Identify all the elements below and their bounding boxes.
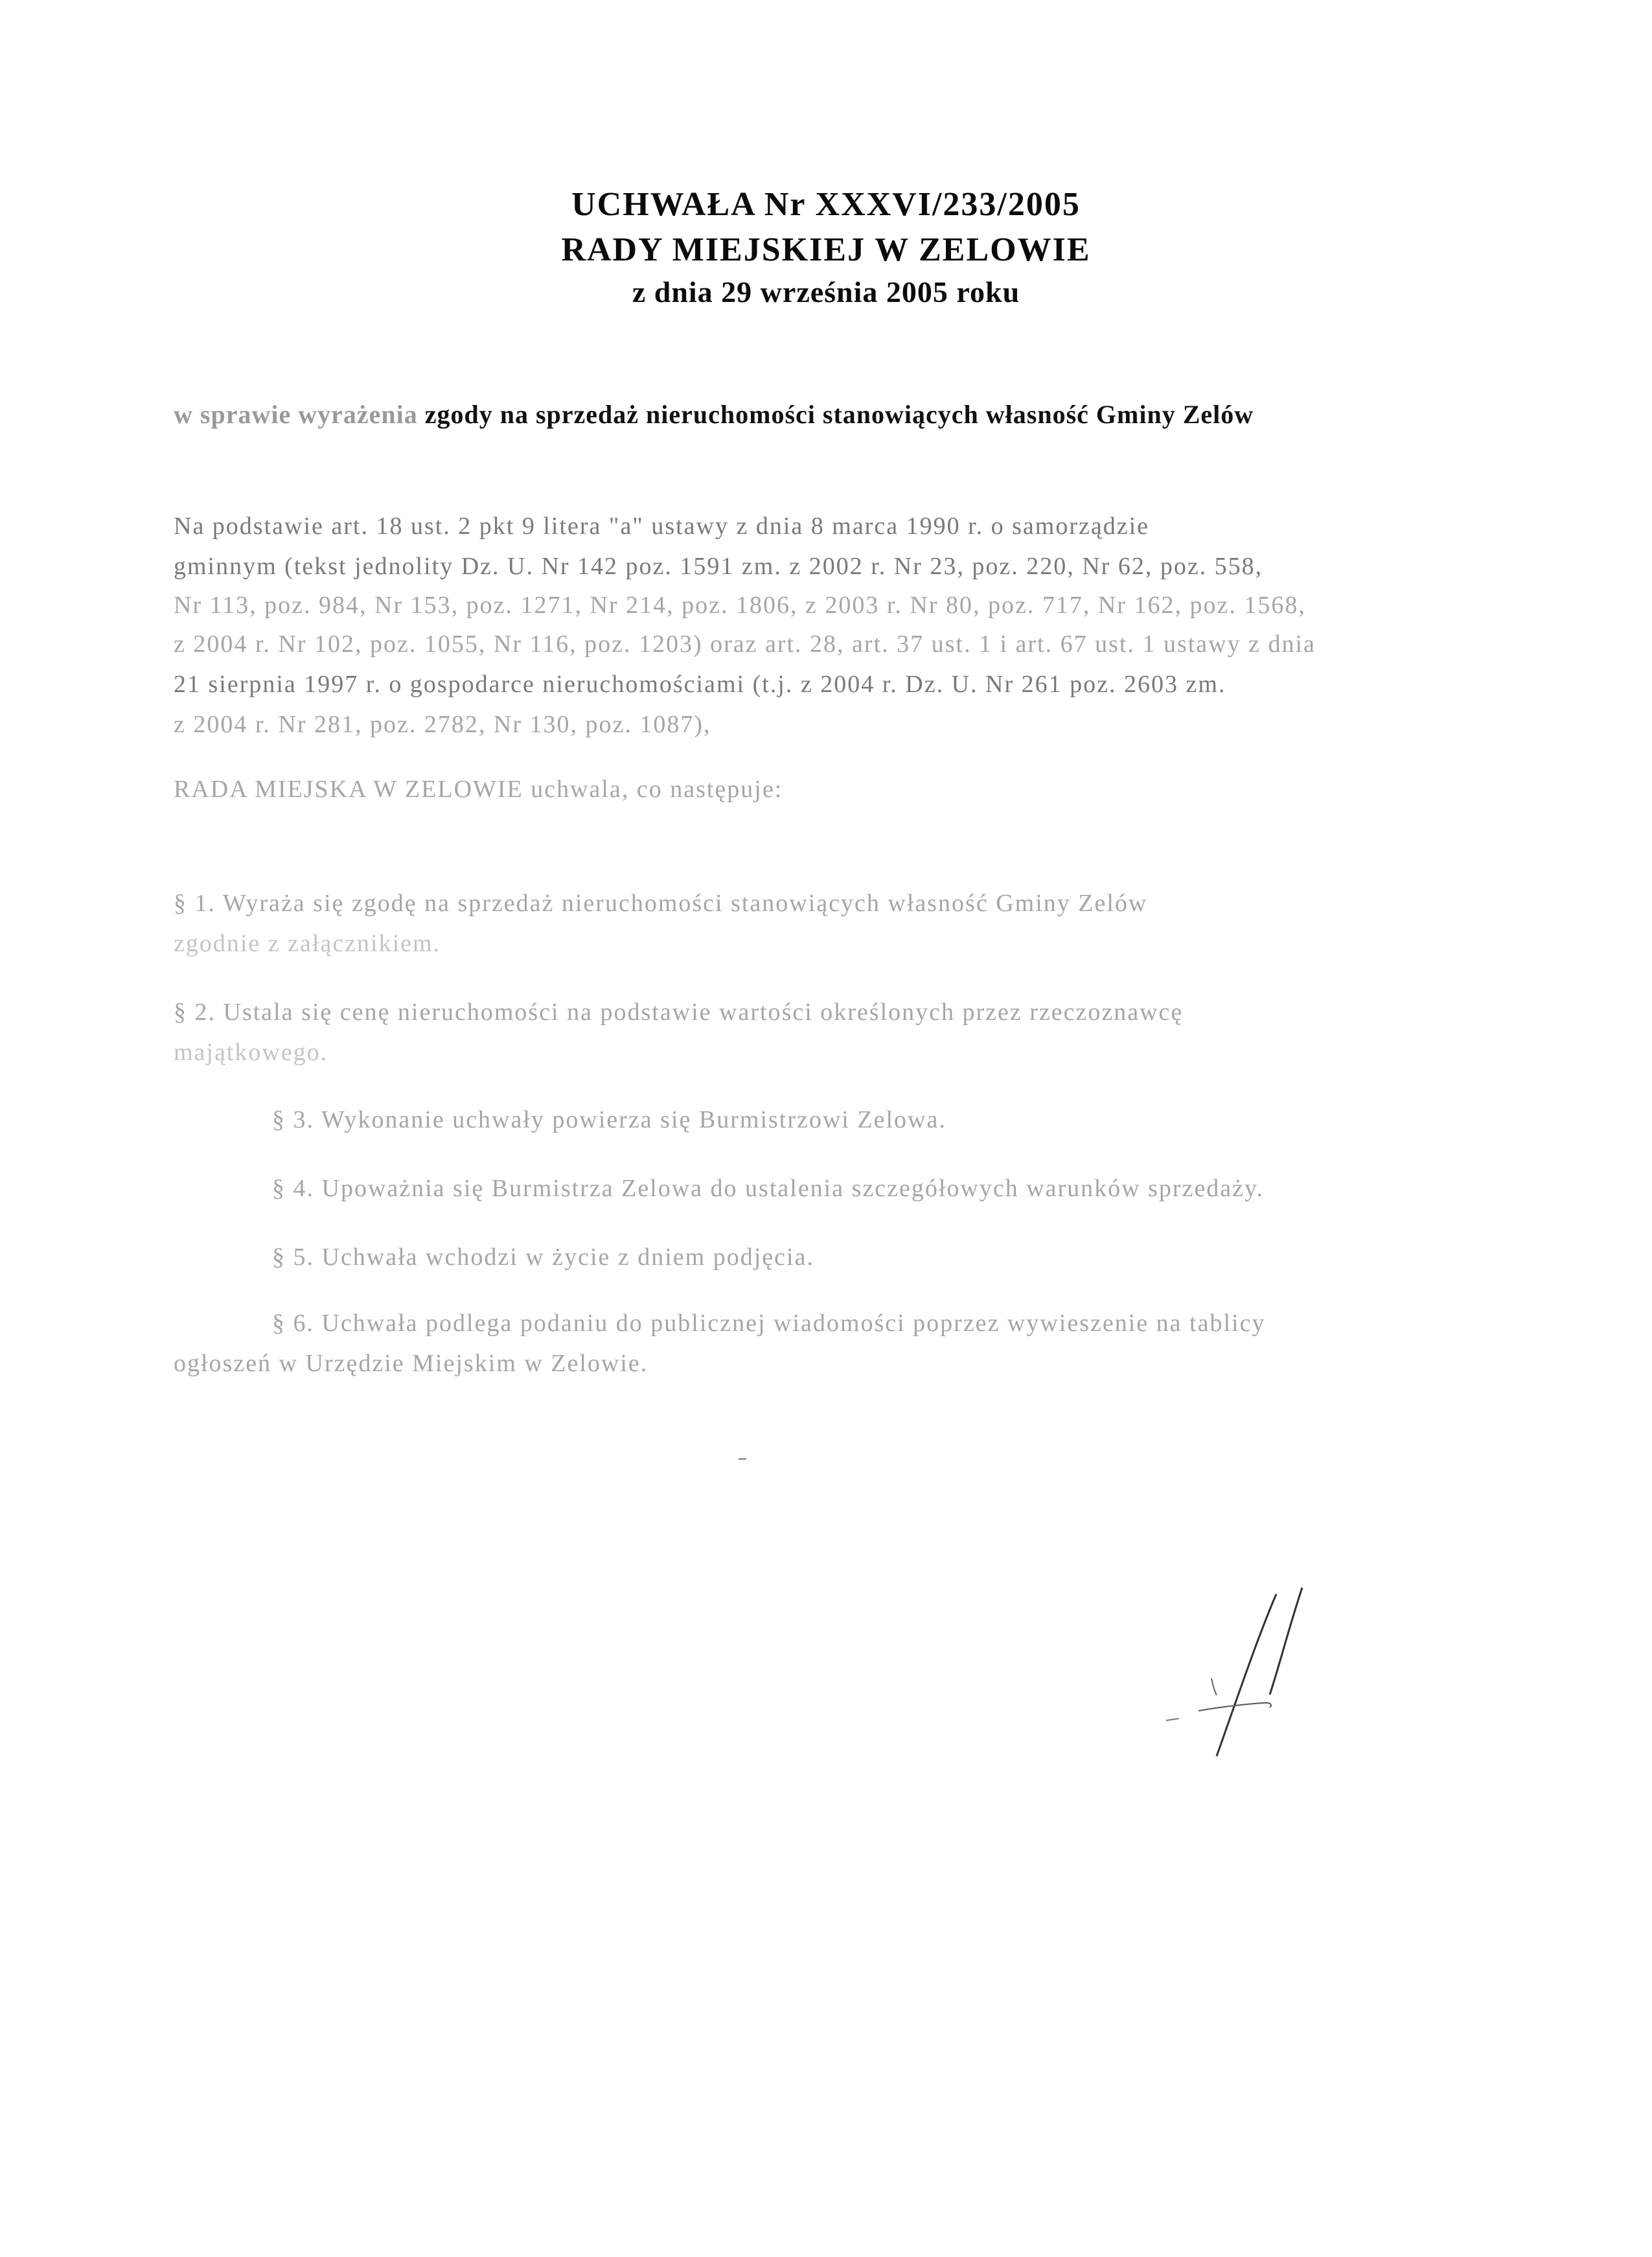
body-line: majątkowego. xyxy=(174,1039,328,1066)
resolution-date: z dnia 29 września 2005 roku xyxy=(632,275,1020,308)
body-line: zgodnie z załącznikiem. xyxy=(174,930,441,957)
subject-prefix: w sprawie wyrażenia xyxy=(174,400,425,429)
body-line: gminnym (tekst jednolity Dz. U. Nr 142 poz. 1591 zm. z 2002 r. Nr 23, poz. 220, Nr 62, poz. 558, xyxy=(174,553,1263,580)
body-line: Nr 113, poz. 984, Nr 153, poz. 1271, Nr 214, poz. 1806, z 2003 r. Nr 80, poz. 717, Nr 162, poz. 1568, xyxy=(174,592,1306,619)
page-mark xyxy=(739,1458,746,1460)
resolution-subject xyxy=(174,399,1476,430)
body-line: z 2004 r. Nr 102, poz. 1055, Nr 116, poz. 1203) oraz art. 28, art. 37 ust. 1 i art. 67 ust. 1 ustawy z dnia xyxy=(174,631,1316,658)
body-line: § 1. Wyraża się zgodę na sprzedaż nieruchomości stanowiących własność Gminy Zelów xyxy=(174,890,1148,917)
council-name: RADY MIEJSKIEJ W ZELOWIE xyxy=(561,231,1091,268)
body-line: § 3. Wykonanie uchwały powierza się Burmistrzowi Zelowa. xyxy=(272,1106,946,1133)
handwritten-signature xyxy=(1140,1581,1373,1776)
body-line: § 6. Uchwała podlega podaniu do publicznej wiadomości poprzez wywieszenie na tablicy xyxy=(272,1310,1266,1337)
body-line: ogłoszeń w Urzędzie Miejskim w Zelowie. xyxy=(174,1350,648,1377)
body-line: z 2004 r. Nr 281, poz. 2782, Nr 130, poz. 1087), xyxy=(174,711,711,738)
body-line: Na podstawie art. 18 ust. 2 pkt 9 litera "a" ustawy z dnia 8 marca 1990 r. o samorządzie xyxy=(174,513,1150,540)
subject-main: zgody na sprzedaż nieruchomości stanowiących własność Gminy Zelów xyxy=(424,400,1254,429)
body-line: § 2. Ustala się cenę nieruchomości na podstawie wartości określonych przez rzeczoznawcę xyxy=(174,999,1184,1026)
body-line: RADA MIEJSKA W ZELOWIE uchwala, co następuje: xyxy=(174,776,783,803)
body-line: § 4. Upoważnia się Burmistrza Zelowa do ustalenia szczegółowych warunków sprzedaży. xyxy=(272,1175,1265,1202)
body-line: 21 sierpnia 1997 r. o gospodarce nieruchomościami (t.j. z 2004 r. Dz. U. Nr 261 poz. 2603 zm. xyxy=(174,671,1226,698)
resolution-number: UCHWAŁA Nr XXXVI/233/2005 xyxy=(571,186,1081,223)
body-line: § 5. Uchwała wchodzi w życie z dniem podjęcia. xyxy=(272,1244,814,1271)
